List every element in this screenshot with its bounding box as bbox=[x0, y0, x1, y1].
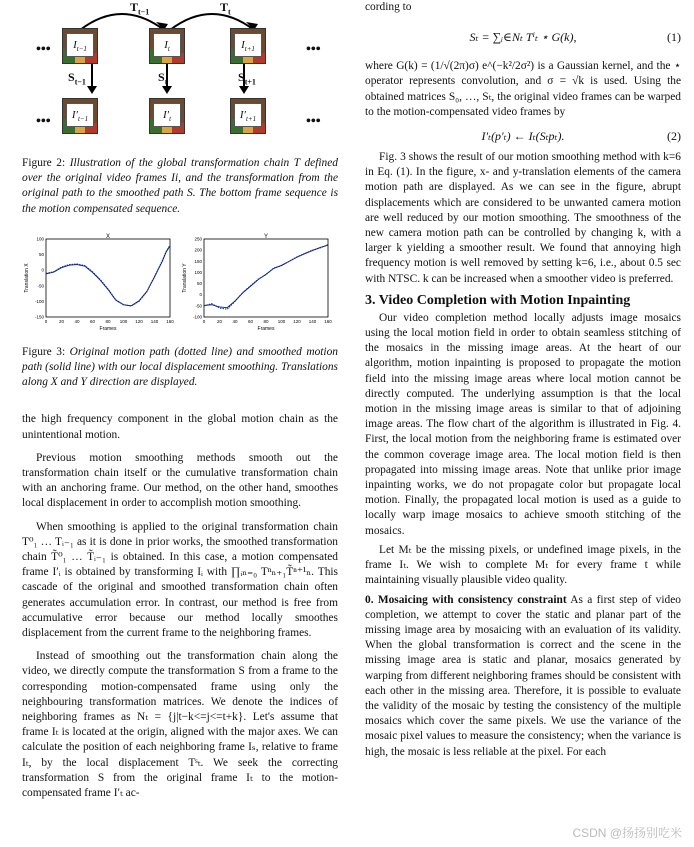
x-tick-label: 160 bbox=[324, 318, 332, 324]
y-axis-label: Translation Y bbox=[182, 263, 188, 293]
ellipsis-bottom-right: ••• bbox=[306, 114, 321, 129]
y-tick-label: -100 bbox=[34, 298, 44, 304]
x-tick-label: 60 bbox=[89, 318, 96, 324]
y-tick-label: 100 bbox=[36, 236, 44, 242]
right-para-4: Let Mₜ be the missing pixels, or undefined image pixels, in the frame Iₜ. We wish to complete Mₜ for every frame t while maintaining visually plausible video quality. bbox=[365, 543, 681, 587]
frame-bottom-1: $I'_{t-1}$ bbox=[62, 98, 98, 134]
equation-1: Sₜ = ∑ᵢ∈Nₜ Tⁱₜ ⋆ G(k), (1) bbox=[469, 30, 681, 45]
y-tick-label: 100 bbox=[194, 269, 202, 275]
figure-3 bbox=[22, 231, 338, 341]
left-para-4: Instead of smoothing out the transformation chain along the video, we directly compute the transformation S from a frame to the corresponding motion-compensated frame using only the neighbouring transformation matrices. We denote the indices of neighboring frames as Nₜ = {j|t−k<=j<=t+k}. Let's assume that frame Iₜ is located at the origin, aligned with the major axes. We can calculate the position of each neighboring frame Iₛ, relative to frame Iₜ, by the local displacement Tˢₜ. We seek the correcting transformation S from the original frame Iₜ to the motion-compensated frame I′ₜ ac- bbox=[22, 650, 338, 800]
x-tick-label: 20 bbox=[58, 318, 65, 324]
chart-x-translation bbox=[22, 231, 180, 339]
x-tick-label: 100 bbox=[119, 318, 128, 324]
figure-2-diagram bbox=[22, 0, 338, 152]
s-label-3: $S_{t+1}$ bbox=[238, 70, 256, 87]
s-label-2: $S_t$ bbox=[158, 70, 168, 87]
series-original bbox=[46, 245, 170, 306]
x-tick-label: 140 bbox=[308, 318, 317, 324]
chart-title: Y bbox=[263, 233, 269, 240]
x-tick-label: 100 bbox=[277, 318, 286, 324]
y-tick-label: 200 bbox=[194, 247, 202, 253]
y-tick-label: 50 bbox=[38, 251, 44, 257]
left-para-2: Previous motion smoothing methods smooth out the transformation chain itself or the cumulative transformation chain with an anchoring frame. Our method, on the other hand, smoothes local displacement in order to accomplish motion smoothing. bbox=[22, 451, 338, 510]
x-tick-label: 0 bbox=[202, 318, 206, 324]
series-smoothed bbox=[46, 246, 170, 306]
x-tick-label: 140 bbox=[150, 318, 159, 324]
x-tick-label: 20 bbox=[216, 318, 223, 324]
x-tick-label: 120 bbox=[293, 318, 301, 324]
ellipsis-top-left: ••• bbox=[36, 42, 51, 57]
right-continuation: cording to bbox=[365, 1, 412, 13]
y-tick-label: -50 bbox=[37, 283, 44, 289]
left-para-3: When smoothing is applied to the original transformation chain T⁰₁ … Tᵢ₋₁ as it is done in prior works, the smoothed transformation chain T̃⁰₁ … T̃ᵢ₋₁ is obtained. In this case, a motion compensated frame I′ᵢ is obtained by transforming Iᵢ with ∏ᵢₙ₌₀ Tⁿₙ₊₁T̃ⁿ⁺¹ₙ. This cascade of the original and smoothed transformation chain often generates accumulation error. In contrast, our method is free from accumulative error because our method locally smoothes displacement from the current frame to the neighboring frames. bbox=[22, 520, 338, 640]
y-tick-label: 50 bbox=[196, 280, 202, 286]
left-column bbox=[22, 0, 338, 801]
frame-bottom-2: $I'_t$ bbox=[149, 98, 185, 134]
right-para-2: Fig. 3 shows the result of our motion smoothing method with k=6 in Eq. (1). In the figure, x- and y-translation elements of the camera motion path are displayed. As we can see in the figure, abrupt displacements which are considered to be unwanted camera motion are well reduced by our motion smoothing. The smoothness of the new camera motion path can be controlled by changing k, with a larger k yielding a smoother result. We found that annoying high frequency motion is well removed by setting k=6, i.e., about 0.5 sec with NTSC. k can be increased when a smoother video is preferred. bbox=[365, 151, 681, 285]
figure-3-caption: Figure 3: Original motion path (dotted line) and smoothed motion path (solid line) with our local displacement smoothing. Translations along X and Y direction are displayed. bbox=[22, 345, 338, 389]
y-tick-label: 0 bbox=[41, 267, 44, 273]
plot-frame bbox=[204, 239, 328, 317]
x-tick-label: 160 bbox=[166, 318, 174, 324]
x-tick-label: 60 bbox=[247, 318, 254, 324]
x-axis-label: Frames bbox=[257, 325, 275, 332]
right-para-3: Our video completion method locally adjusts image mosaics using the local motion field in order to obtain seamless stitching of the mosaics in the missing image areas. At the heart of our algorithm, motion inpainting is proposed to propagate the motion field into the missing image areas where local motion cannot be directly computed. The underlying assumption is that the local motion in the missing image areas is similar to that of adjoining image areas. The flow chart of the algorithm is illustrated in Fig. 4. First, the local motion from the neighboring frame is estimated over the common coverage image area. The local motion field is then propagated into missing image areas. Note that unlike prior image inpainting works, we do not propagate color but propagate local motion. Finally, the propagated local motion is used as a guide to locally warp image mosaics to achieve smooth stitching of the mosaics. bbox=[365, 311, 681, 537]
x-tick-label: 0 bbox=[44, 318, 48, 324]
y-tick-label: 0 bbox=[199, 292, 202, 298]
watermark: CSDN @扬扬别吃米 bbox=[572, 826, 682, 840]
section-heading: 3. Video Completion with Motion Inpainting bbox=[365, 292, 631, 308]
t-label-1: $T_{t-1}$ bbox=[130, 0, 150, 17]
frame-top-2: $I_t$ bbox=[149, 28, 185, 64]
plot-frame bbox=[46, 239, 170, 317]
y-tick-label: 150 bbox=[194, 258, 202, 264]
y-tick-label: 250 bbox=[194, 236, 202, 242]
s-label-1: $S_{t-1}$ bbox=[68, 70, 86, 87]
left-para-1: the high frequency component in the global motion chain as the unintentional motion. bbox=[22, 413, 338, 441]
series-smoothed bbox=[204, 245, 328, 307]
right-para-1: where G(k) = (1/√(2π)σ) e^(−k²/2σ²) is a Gaussian kernel, and the ⋆ operator represents convolution, and σ = √k is used. Using the obtained matrices S₀, …, Sₜ, the original video frames can be warped to the motion-compensated video frames by bbox=[365, 60, 681, 118]
y-tick-label: -150 bbox=[34, 314, 44, 320]
ellipsis-top-right: ••• bbox=[306, 42, 321, 57]
x-tick-label: 40 bbox=[74, 318, 80, 324]
right-column bbox=[365, 0, 681, 760]
x-axis-label: Frames bbox=[99, 325, 117, 332]
x-tick-label: 40 bbox=[232, 318, 238, 324]
equation-2: I′ₜ(p′ₜ) ← Iₜ(Sₜpₜ). (2) bbox=[481, 129, 681, 144]
y-tick-label: -100 bbox=[192, 314, 202, 320]
y-axis-label: Translation X bbox=[24, 263, 30, 293]
figure-2-caption: Figure 2: Illustration of the global transformation chain T defined over the original video frames Ii, and the transformation from the original path to the smoothed path S. The bottom frame sequence is the motion compensated sequence. bbox=[22, 157, 338, 215]
chart-y-translation bbox=[180, 231, 338, 339]
x-tick-label: 80 bbox=[105, 318, 111, 324]
right-para-5: 0. Mosaicing with consistency constraint As a first step of video completion, we attempt to cover the static and planar part of the missing image area by mosaicing with an evaluation of its validity. When the global transformation is correct and the scene in the missing image area is static and planar, mosaics generated by warping from different neighboring frames should be consistent with each other in the missing area. Therefore, it is possible to evaluate the validity of the mosaic by testing the consistency of the multiple mosaics which cover the same pixels. We use the variance of the mosaic pixel values to measure the consistency; when the variance is high, the mosaic is less reliable at the pixel. For each bbox=[365, 593, 681, 758]
frame-bottom-3: $I'_{t+1}$ bbox=[230, 98, 266, 134]
x-tick-label: 120 bbox=[135, 318, 143, 324]
frame-top-3: $I_{t+1}$ bbox=[230, 28, 266, 64]
x-tick-label: 80 bbox=[263, 318, 269, 324]
ellipsis-bottom-left: ••• bbox=[36, 114, 51, 129]
series-original bbox=[204, 244, 328, 309]
frame-top-1: $I_{t-1}$ bbox=[62, 28, 98, 64]
y-tick-label: -50 bbox=[195, 303, 202, 309]
t-label-2: $T_t$ bbox=[220, 0, 231, 17]
chart-title: X bbox=[105, 233, 111, 240]
